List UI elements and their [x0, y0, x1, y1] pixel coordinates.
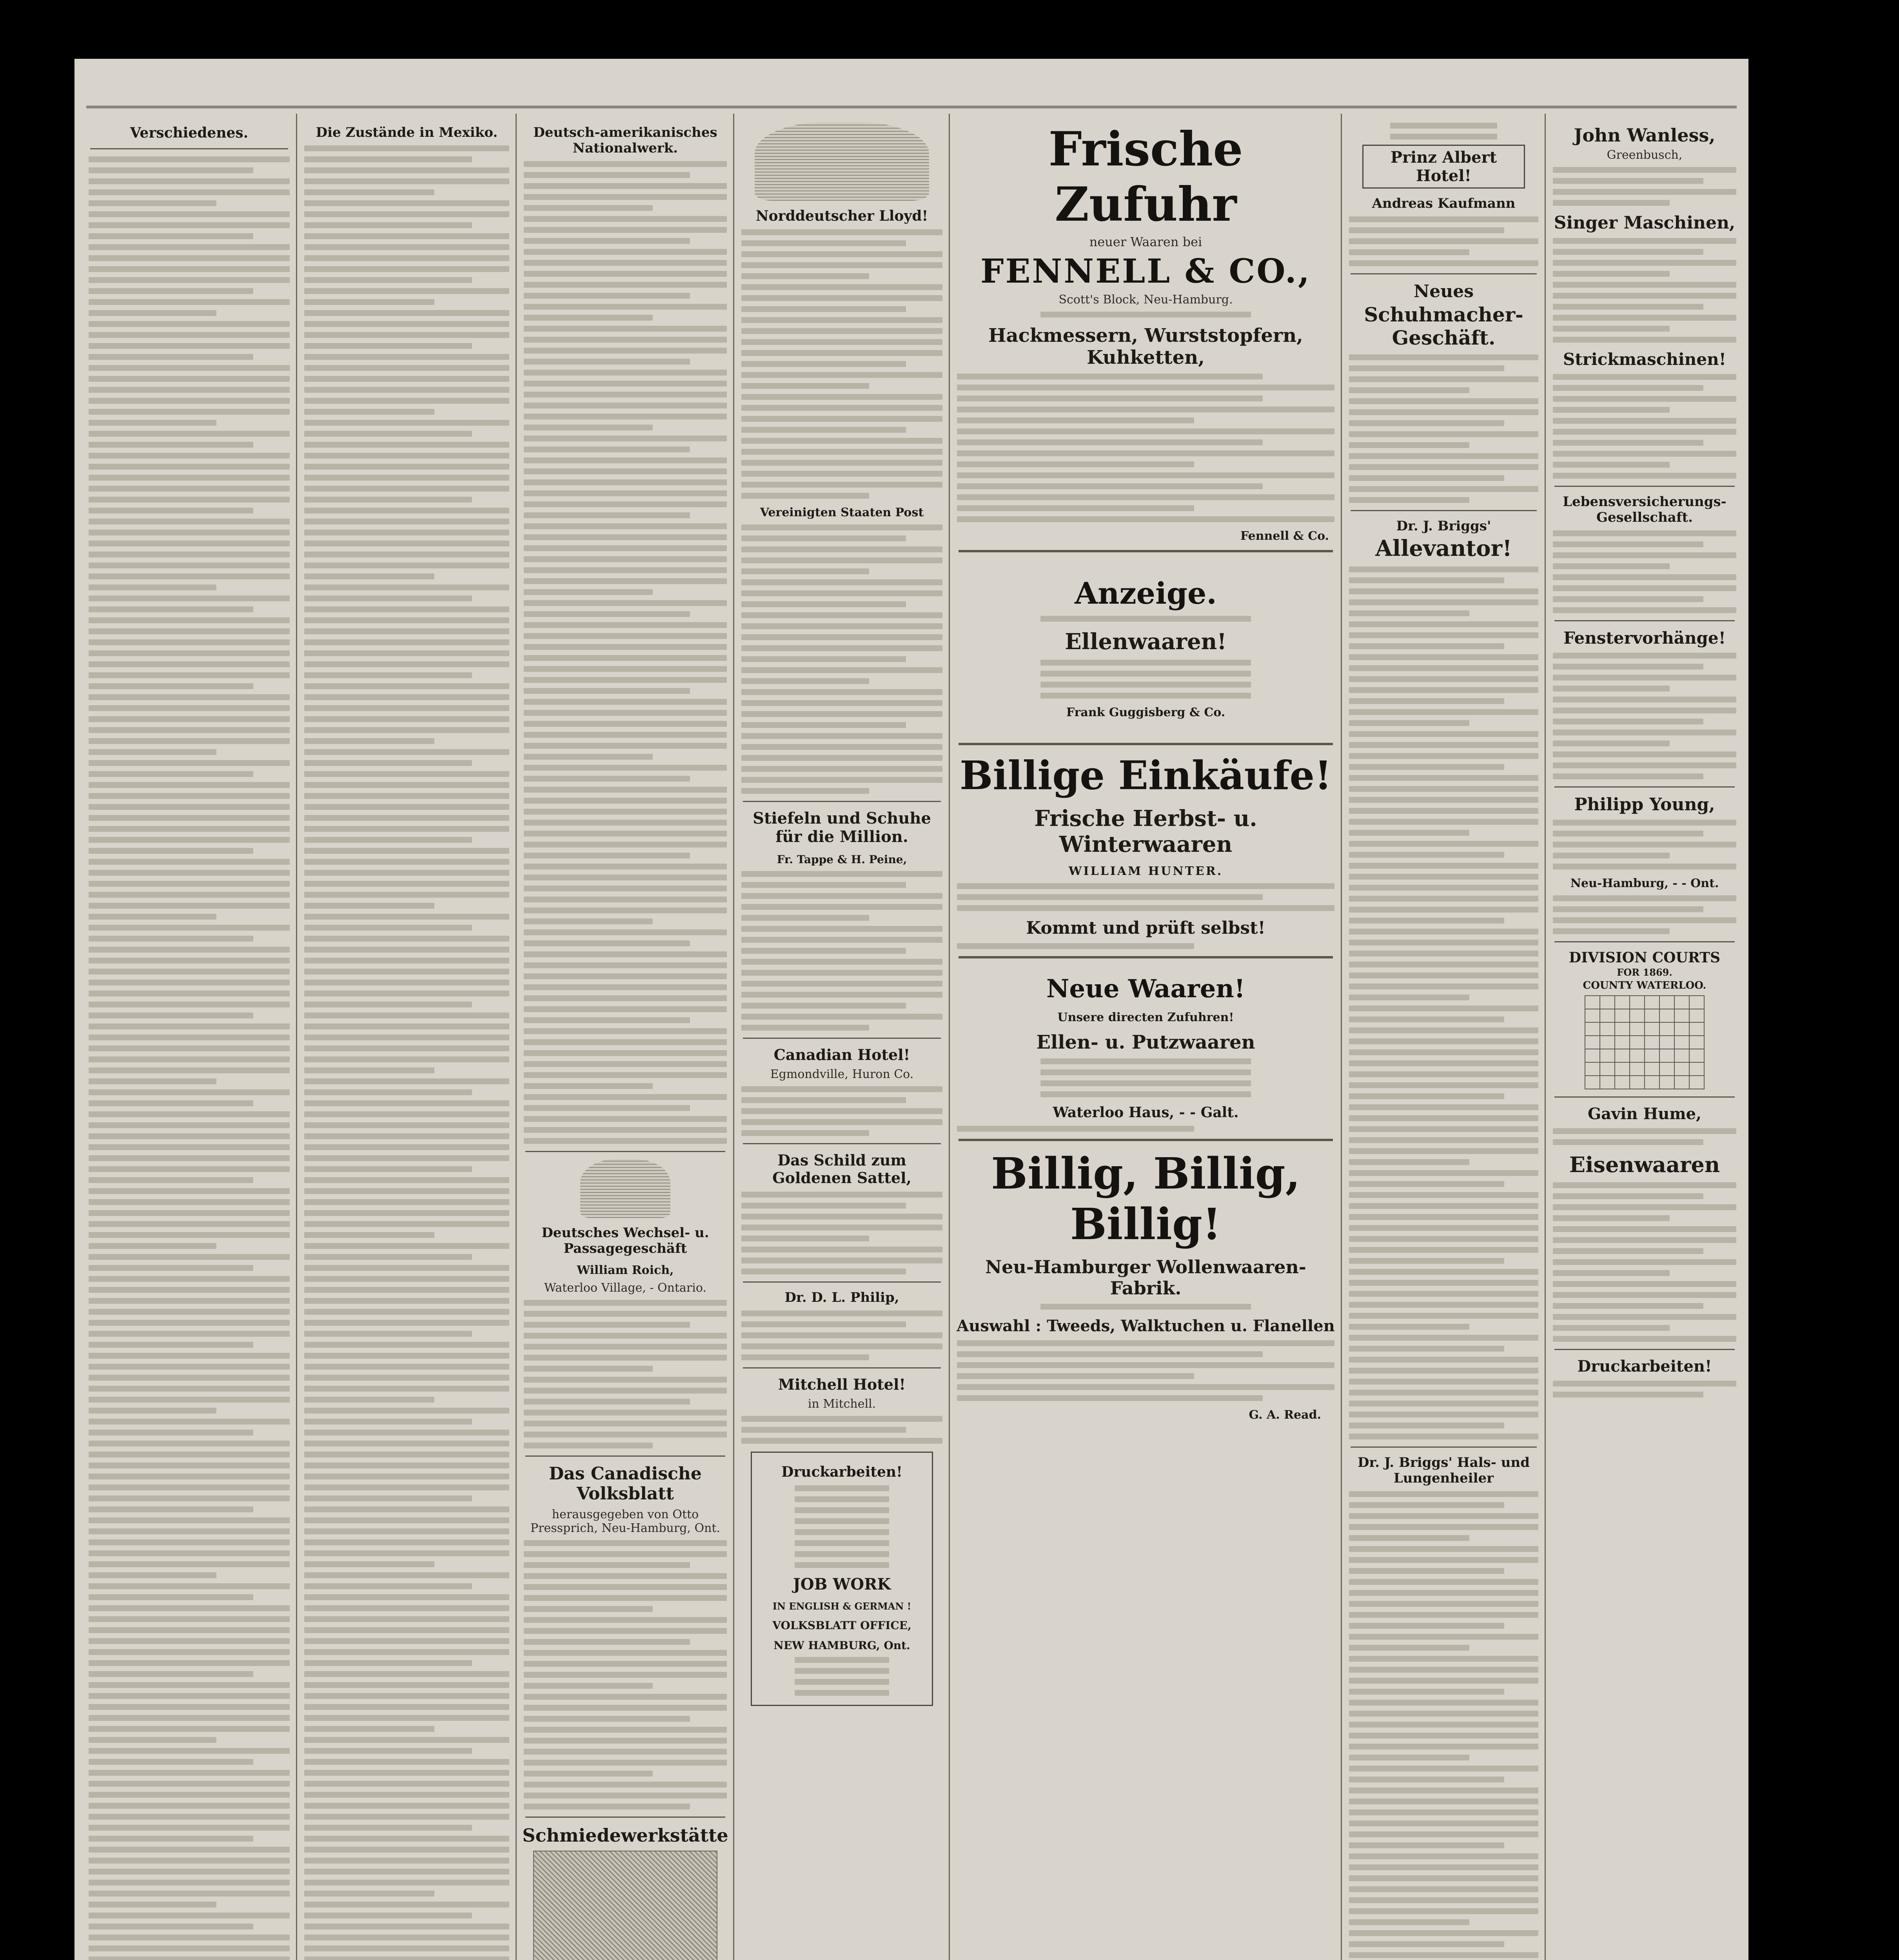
article-text [521, 161, 729, 1144]
ad-title: Singer Maschinen, [1554, 213, 1736, 233]
column-1 [86, 118, 292, 1960]
ad-title: Canadian Hotel! [773, 1046, 910, 1063]
ad-firm: Frank Guggisberg & Co. [1066, 706, 1225, 719]
ad-title: Fenstervorhänge! [1563, 628, 1726, 648]
ad-headline: Frische Zufuhr [1048, 122, 1243, 232]
ad-title: Neues [1414, 281, 1474, 301]
ad-firm: FENNELL & CO., [980, 252, 1311, 290]
ad-headline: Anzeige. [1075, 576, 1217, 611]
horse-engraving [533, 1851, 717, 1960]
ad-headline: JOB WORK [793, 1575, 891, 1593]
ad-firm: WILLIAM HUNTER. [1068, 864, 1223, 878]
ad-title: Stiefeln und Schuhe für die Million. [753, 809, 931, 846]
column-divider [296, 114, 297, 1960]
ship-engraving [580, 1159, 670, 1218]
ad-goods: Ellen- u. Putzwaaren [1036, 1031, 1255, 1053]
ad-place: Waterloo Village, - Ontario. [544, 1281, 706, 1295]
column-divider [516, 114, 517, 1960]
ad-goods: Neu-Hamburger Wollenwaaren-Fabrik. [985, 1256, 1306, 1299]
column-5 [955, 118, 1337, 1960]
ad-place: Neu-Hamburg, - - Ont. [1570, 877, 1719, 890]
ad-line: NEW HAMBURG, Ont. [773, 1639, 910, 1652]
column-divider [1545, 114, 1546, 1960]
article-text [302, 145, 512, 1960]
ad-title: Lebensversicherungs-Gesellschaft. [1563, 494, 1727, 525]
ad-signature: G. A. Read. [1249, 1408, 1321, 1422]
ad-subtitle: herausgegeben von Otto Pressprich, Neu-Hamburg, Ont. [530, 1508, 720, 1535]
ad-goods: Ellenwaaren! [1065, 629, 1227, 655]
ad-slogan: Kommt und prüft selbst! [1026, 918, 1265, 938]
article-text [1347, 1491, 1541, 1960]
ad-title: Prinz Albert Hotel! [1362, 145, 1525, 189]
ad-title: Philipp Young, [1574, 795, 1715, 815]
ad-title: Das Schild zum Goldenen Sattel, [772, 1151, 911, 1187]
ad-subtitle: Unsere directen Zufuhren! [1057, 1011, 1234, 1024]
ad-title: Mitchell Hotel! [778, 1376, 906, 1393]
ad-goods: Auswahl : Tweeds, Walktuchen u. Flanellen [957, 1317, 1335, 1335]
ad-title: Schmiedewerkstätte [522, 1825, 728, 1846]
ad-place: Egmondville, Huron Co. [770, 1067, 914, 1081]
ad-title: Das Canadische Volksblatt [549, 1464, 702, 1504]
ad-subtitle: Vereinigten Staaten Post [760, 506, 924, 519]
table-subtitle: FOR 1869. [1617, 967, 1672, 978]
ad-line: IN ENGLISH & GERMAN ! [772, 1601, 911, 1612]
ad-title: Druckarbeiten! [1577, 1357, 1712, 1376]
ad-place: Scott's Block, Neu-Hamburg. [1058, 293, 1233, 307]
column-6 [1347, 118, 1541, 1960]
ad-title: Eisenwaaren [1569, 1152, 1720, 1177]
ad-title: Dr. J. Briggs' Hals- und Lungenheiler [1358, 1455, 1530, 1486]
ad-headline: Billige Einkäufe! [959, 752, 1332, 799]
ad-place: Greenbusch, [1607, 148, 1683, 162]
division-courts-table [1585, 995, 1705, 1089]
ad-place: Waterloo Haus, - - Galt. [1053, 1104, 1239, 1121]
ad-title: Dr. J. Briggs' [1396, 518, 1491, 534]
ad-title: Schuhmacher-Geschäft. [1364, 303, 1523, 349]
ad-goods: Frische Herbst- u. Winterwaaren [1034, 806, 1257, 857]
steamship-engraving [755, 122, 929, 201]
column-3 [521, 118, 729, 1960]
masthead-rule [86, 106, 1737, 108]
ad-title: Gavin Hume, [1587, 1105, 1702, 1123]
column-7 [1550, 118, 1739, 1960]
ad-owner: Fr. Tappe & H. Peine, [777, 853, 907, 866]
column-heading: Die Zustände in Mexiko. [316, 125, 498, 140]
column-divider [733, 114, 734, 1960]
ad-title: Deutsches Wechsel- u. Passagegeschäft [541, 1225, 709, 1256]
ad-subtitle: neuer Waaren bei [1089, 234, 1202, 249]
table-subtitle: COUNTY WATERLOO. [1583, 980, 1707, 991]
column-heading: Deutsch-amerikanisches Nationalwerk. [533, 125, 717, 156]
ad-goods: Hackmessern, Wurststopfern, Kuhketten, [988, 325, 1303, 368]
ad-place: in Mitchell. [808, 1397, 876, 1411]
ad-title: Strickmaschinen! [1563, 350, 1727, 369]
ad-line: VOLKSBLATT OFFICE, [772, 1619, 911, 1632]
ad-title: John Wanless, [1574, 125, 1716, 146]
ad-owner: Andreas Kaufmann [1372, 196, 1516, 211]
column-divider [1341, 114, 1342, 1960]
article-text [86, 156, 292, 1960]
newspaper-page [74, 59, 1748, 1960]
ad-signature: Fennell & Co. [1240, 529, 1329, 543]
column-2 [302, 118, 512, 1960]
ad-title: Druckarbeiten! [781, 1464, 902, 1480]
ad-owner: William Roich, [577, 1263, 674, 1277]
table-title: DIVISION COURTS [1569, 949, 1720, 966]
column-heading: Verschiedenes. [130, 125, 249, 141]
column-divider [949, 114, 950, 1960]
ad-title: Allevantor! [1375, 535, 1512, 561]
article-text [1347, 566, 1541, 1439]
column-4 [739, 118, 945, 1960]
ad-title: Dr. D. L. Philip, [784, 1290, 899, 1305]
ad-headline: Billig, Billig, Billig! [991, 1148, 1300, 1249]
ad-headline: Neue Waaren! [1046, 974, 1245, 1004]
ad-title: Norddeutscher Lloyd! [755, 208, 928, 224]
job-printing-ad [751, 1452, 933, 1706]
